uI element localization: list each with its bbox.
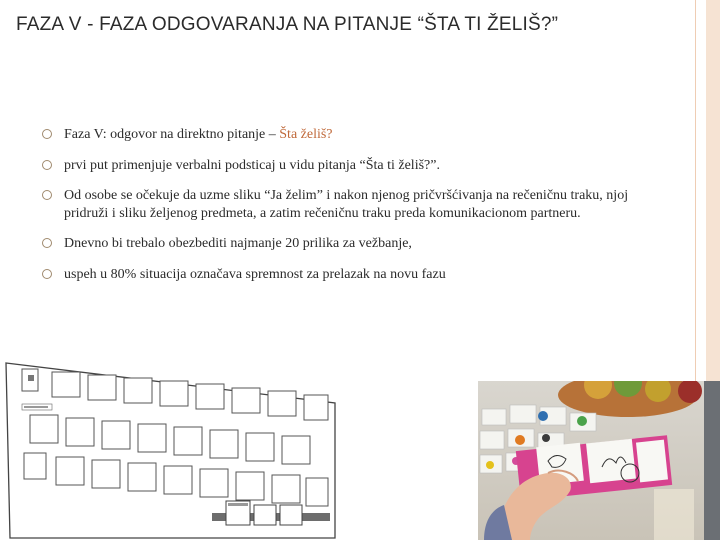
bullet-text: Faza V: odgovor na direktno pitanje – <box>64 127 280 142</box>
bullet-text: prvi put primenjuje verbalni podsticaj u vidu pitanja “Šta ti želiš?”. <box>64 157 440 173</box>
bullet-item <box>42 126 672 144</box>
bullet-text: Od osobe se očekuje da uzme sliku “Ja želim” i nakon njenog pričvršćivanja na rečeničnu traku, njoj pridruži i sliku željenog predmeta, a zatim rečeničnu traku preda komunikacionom partneru. <box>64 188 629 221</box>
bullet-marker-icon <box>42 269 52 279</box>
bullet-text: Dnevno bi trebalo obezbediti najmanje 20 prilika za vežbanje, <box>64 236 412 251</box>
photo-hand-with-picture-cards <box>478 381 720 540</box>
bullet-marker-icon <box>42 129 52 139</box>
bullet-text: uspeh u 80% situacija označava spremnost za prelazak na novu fazu <box>64 266 446 282</box>
bullet-marker-icon <box>42 190 52 200</box>
slide-title: FAZA V - FAZA ODGOVARANJA NA PITANJE “ŠTA TI ŽELIŠ?” <box>16 14 559 35</box>
bullet-item <box>42 187 672 222</box>
bullet-list <box>42 126 672 296</box>
bullet-accent-text: Šta želiš? <box>279 127 333 142</box>
communication-book-illustration <box>0 345 345 540</box>
bullet-marker-icon <box>42 160 52 170</box>
bullet-marker-icon <box>42 238 52 248</box>
bullet-item <box>42 266 672 284</box>
bullet-item <box>42 235 672 253</box>
bullet-item <box>42 157 672 175</box>
